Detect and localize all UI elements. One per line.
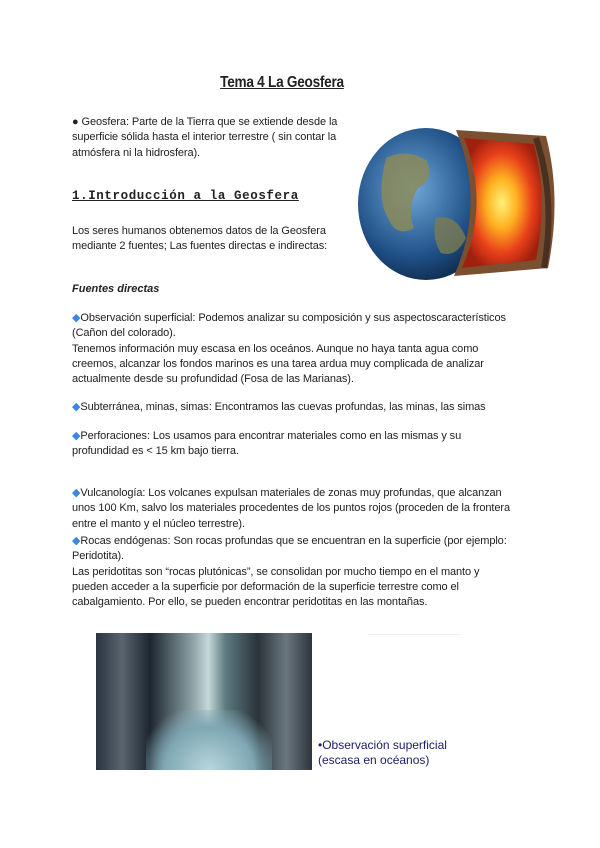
line: pueden acceder a la superficie por deformación de la superficie terrestre como el [72, 580, 459, 593]
section-intro [72, 224, 327, 255]
line: Rocas endógenas: Son rocas profundas que se encuentran en la superficie (por ejemplo: [80, 535, 507, 547]
line: Los seres humanos obtenemos datos de la Geosfera [72, 225, 326, 237]
intro-paragraph [72, 115, 337, 161]
line: atmósfera ni la hidrosfera). [72, 146, 201, 159]
diamond-bullet-icon: ◆ [72, 535, 81, 547]
diamond-bullet-icon: ◆ [72, 401, 81, 413]
line: actualmente desde su profundidad (Fosa de las Marianas). [72, 373, 354, 386]
line: mediante 2 fuentes; Las fuentes directas e indirectas: [72, 240, 328, 253]
image-caption [318, 738, 447, 768]
underwater-fissure-photo [96, 633, 312, 770]
line: Peridotita). [72, 550, 124, 563]
paragraph-perforaciones [72, 429, 461, 460]
line: Subterránea, minas, simas: Encontramos las cuevas profundas, las minas, las simas [80, 401, 486, 413]
earth-cross-section-image [356, 118, 562, 282]
caption-line: •Observación superficial [318, 738, 447, 752]
line: creemos, alcanzar los fondos marinos es una tarea ardua muy complicada de analizar [72, 357, 484, 370]
paragraph-subterranea [72, 400, 486, 415]
line: ● Geosfera: Parte de la Tierra que se extiende desde la [72, 116, 338, 128]
line: Vulcanología: Los volcanes expulsan materiales de zonas muy profundas, que alcanzan [80, 487, 502, 499]
line: (Cañon del colorado). [72, 327, 176, 340]
diamond-bullet-icon: ◆ [72, 430, 81, 442]
line: unos 100 Km, salvo los materiales procedentes de los puntos rojos (proceden de la frontera [72, 502, 510, 515]
line: Tenemos información muy escasa en los oceános. Aunque no haya tanta agua como [72, 342, 479, 355]
line: Observación superficial: Podemos analizar su composición y sus aspectoscaracterísticos [80, 312, 506, 324]
line: Las peridotitas son “rocas plutónicas”, se consolidan por mucho tiempo en el manto y [72, 565, 480, 578]
paragraph-vulcanologia [72, 486, 510, 532]
divider-line [368, 634, 460, 635]
line: profundidad es < 15 km bajo tierra. [72, 445, 239, 458]
line: entre el manto y el núcleo terrestre). [72, 517, 245, 530]
caption-line: (escasa en océanos) [318, 753, 430, 767]
paragraph-observacion [72, 311, 506, 387]
paragraph-rocas [72, 534, 507, 610]
line: superficie sólida hasta el interior terrestre ( sin contar la [72, 131, 337, 144]
diamond-bullet-icon: ◆ [72, 487, 81, 499]
subheading-fuentes-directas: Fuentes directas [72, 283, 160, 295]
section-heading: 1.Introducción a la Geosfera [72, 189, 299, 203]
line: Perforaciones: Los usamos para encontrar materiales como en las mismas y su [80, 430, 462, 442]
line: cabalgamiento. Por ello, se pueden encontrar peridotitas en las montañas. [72, 596, 428, 609]
page-title: Tema 4 La Geosfera [220, 74, 344, 91]
diamond-bullet-icon: ◆ [72, 312, 81, 324]
